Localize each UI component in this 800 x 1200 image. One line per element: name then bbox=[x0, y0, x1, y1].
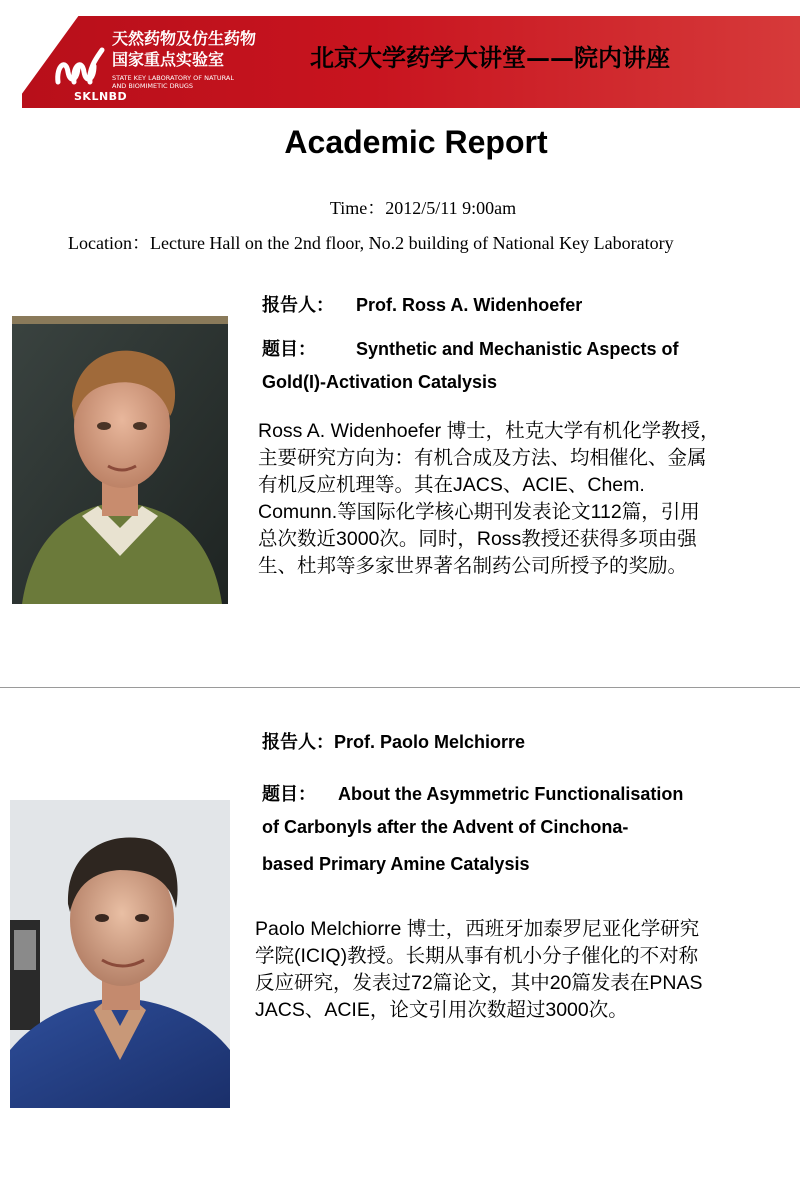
bio-line: 学院(ICIQ)教授。长期从事有机小分子催化的不对称 bbox=[255, 945, 699, 967]
page-title: Academic Report bbox=[284, 124, 548, 160]
speaker-2-heading bbox=[262, 728, 525, 754]
lab-name-cn bbox=[112, 28, 256, 70]
lab-logo-icon bbox=[52, 42, 106, 92]
speaker-label: 报告人： bbox=[262, 732, 334, 752]
section-divider bbox=[0, 687, 800, 688]
bio-line: 反应研究，发表过72篇论文，其中20篇发表在PNAS bbox=[255, 972, 703, 994]
topic-text-line-1: Synthetic and Mechanistic Aspects of bbox=[356, 339, 679, 359]
bio-line: 主要研究方向为：有机合成及方法、均相催化、金属 bbox=[258, 447, 707, 469]
topic-2-line-1 bbox=[262, 780, 683, 806]
topic-label: 题目： bbox=[262, 339, 316, 359]
topic-1-line-2: Gold(I)-Activation Catalysis bbox=[262, 372, 498, 392]
speaker-name: Prof. Ross A. Widenhoefer bbox=[356, 295, 583, 315]
event-location: Location：Lecture Hall on the 2nd floor, No.2 building of National Key Laboratory bbox=[68, 233, 674, 253]
topic-label: 题目： bbox=[262, 784, 316, 804]
speaker-2-bio bbox=[255, 916, 790, 1024]
lab-name-en-line1: STATE KEY LABORATORY OF NATURAL bbox=[112, 74, 234, 82]
topic-text-line-1: About the Asymmetric Functionalisation bbox=[338, 784, 684, 804]
header-banner bbox=[0, 0, 800, 124]
topic-2-line-3: based Primary Amine Catalysis bbox=[262, 854, 530, 874]
speaker-1-bio bbox=[258, 418, 788, 580]
bio-line: 生、杜邦等多家世界著名制药公司所授予的奖励。 bbox=[258, 555, 688, 577]
speaker-photo-widenhoefer bbox=[12, 316, 228, 604]
bio-line: Comunn.等国际化学核心期刊发表论文112篇，引用 bbox=[258, 501, 700, 523]
speaker-name: Prof. Paolo Melchiorre bbox=[334, 732, 526, 752]
bio-line: JACS、ACIE，论文引用次数超过3000次。 bbox=[255, 999, 628, 1021]
lab-abbr: SKLNBD bbox=[74, 90, 128, 103]
lab-name-cn-line2: 国家重点实验室 bbox=[112, 50, 225, 69]
lab-name-en bbox=[112, 74, 282, 90]
bio-line: Ross A. Widenhoefer 博士，杜克大学有机化学教授， bbox=[258, 420, 720, 442]
speaker-1-heading bbox=[262, 291, 582, 317]
bio-line: 总次数近3000次。同时，Ross教授还获得多项由强 bbox=[258, 528, 697, 550]
topic-2-line-2: of Carbonyls after the Advent of Cinchona- bbox=[262, 817, 629, 837]
speaker-photo-melchiorre bbox=[10, 800, 230, 1108]
lab-name-en-line2: AND BIOMIMETIC DRUGS bbox=[112, 82, 194, 90]
banner-title: 北京大学药学大讲堂——院内讲座 bbox=[310, 43, 670, 72]
speaker-label: 报告人： bbox=[262, 295, 334, 315]
bio-line: 有机反应机理等。其在JACS、ACIE、Chem. bbox=[258, 474, 645, 496]
lab-name-cn-line1: 天然药物及仿生药物 bbox=[112, 29, 257, 48]
bio-line: Paolo Melchiorre 博士，西班牙加泰罗尼亚化学研究 bbox=[255, 918, 700, 940]
event-time: Time：2012/5/11 9:00am bbox=[329, 198, 517, 218]
topic-1-line-1 bbox=[262, 335, 678, 361]
